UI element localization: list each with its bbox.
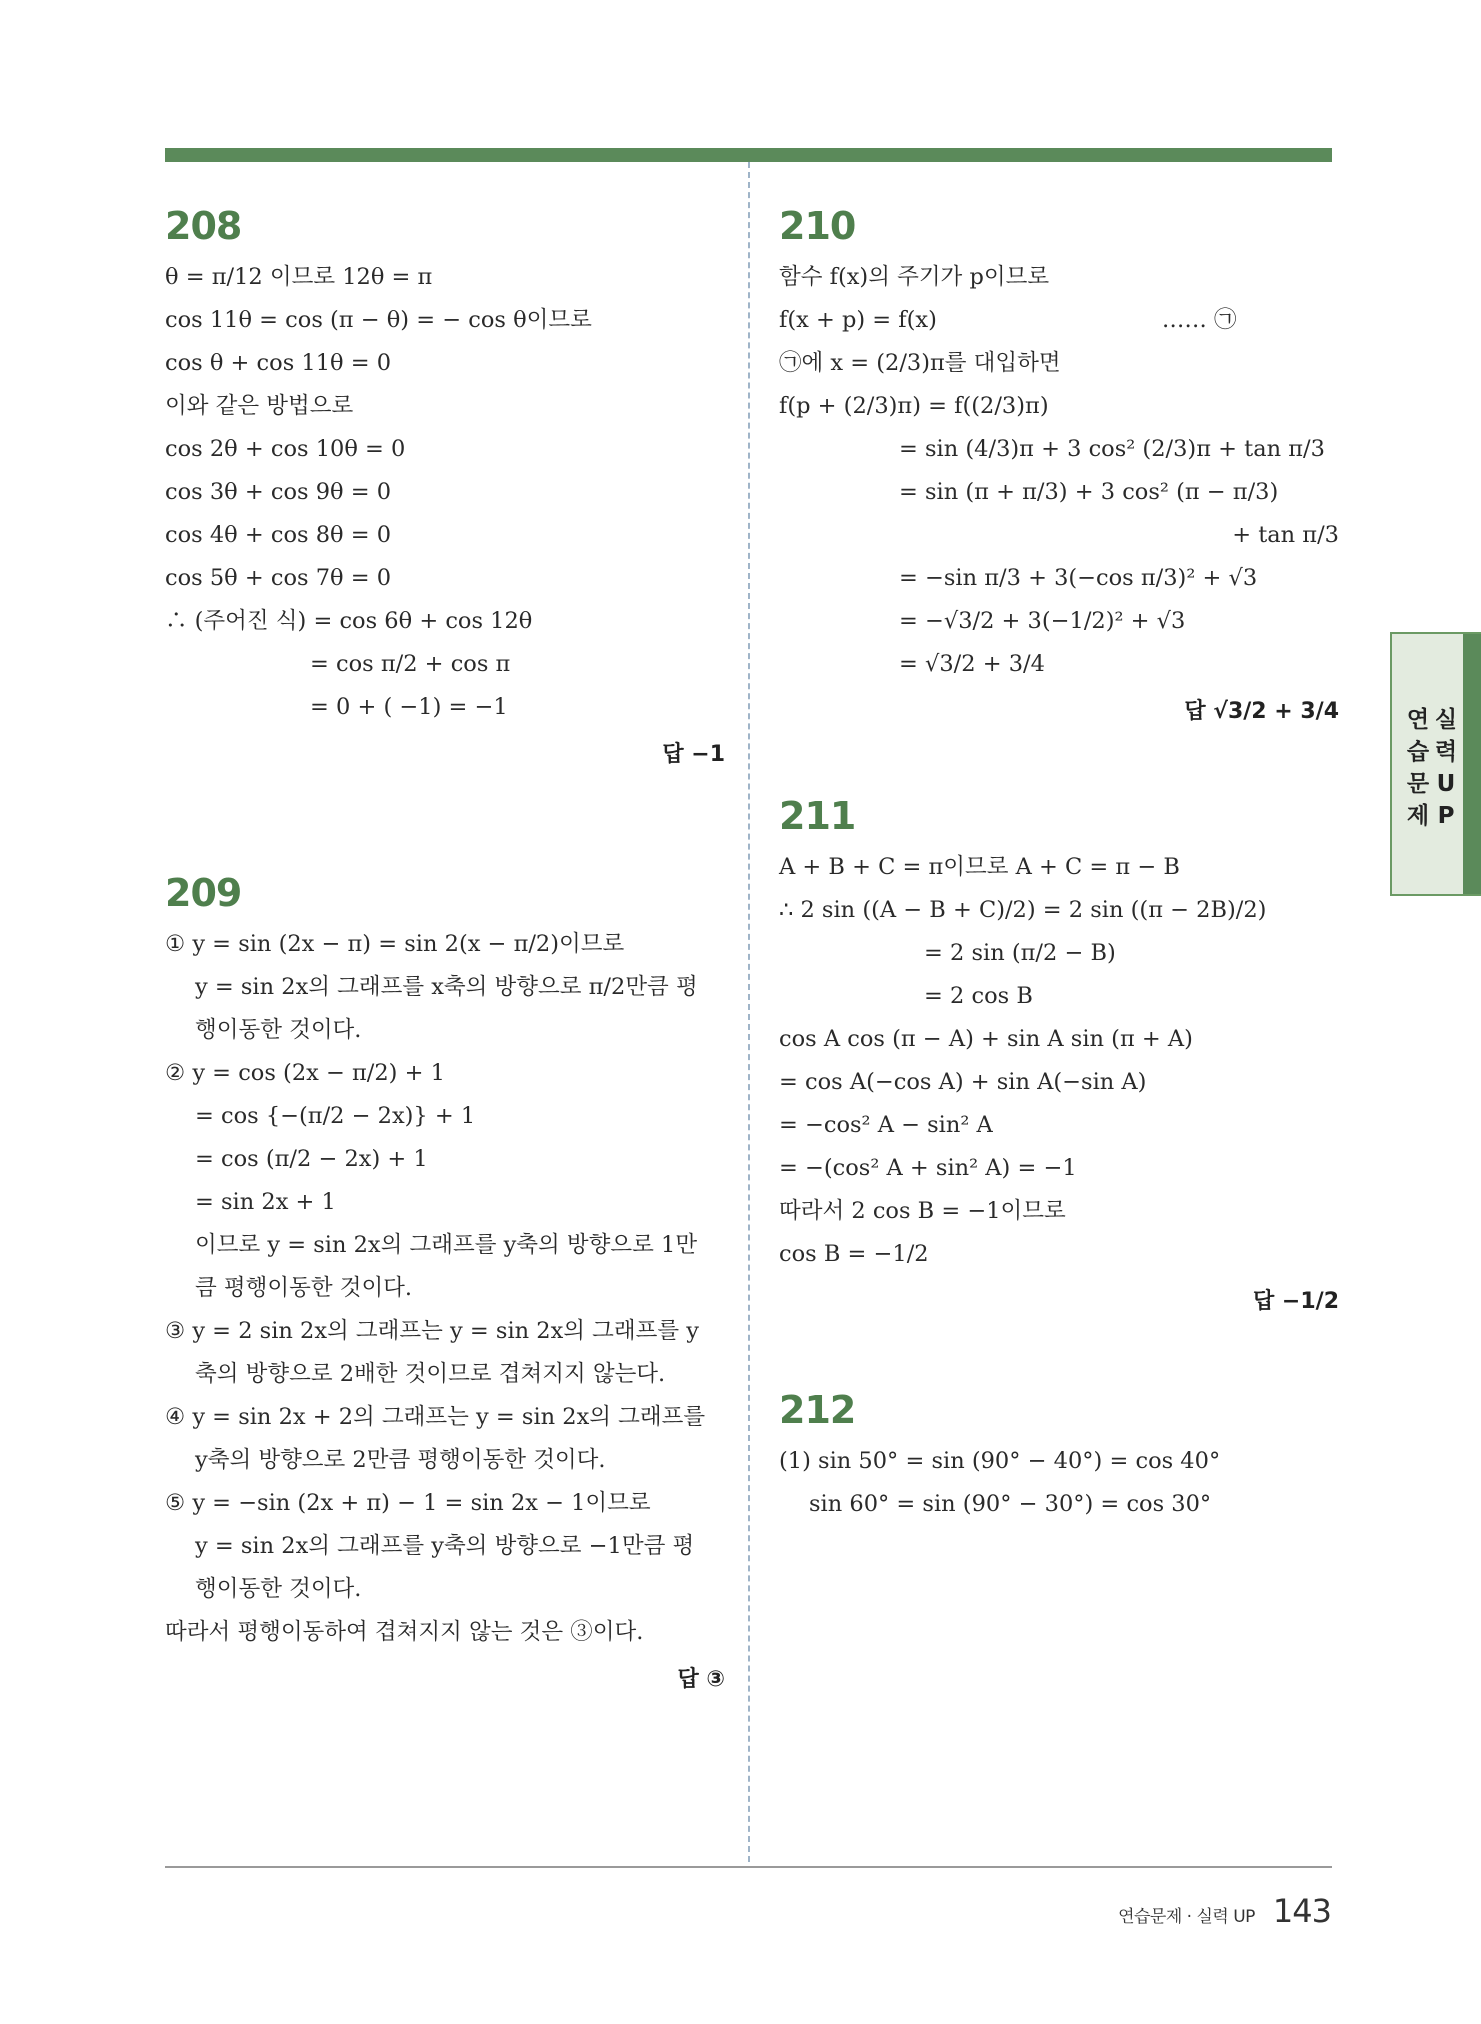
solution-line: = −cos² A − sin² A [779,1112,993,1138]
side-tab-char: 실 [1434,707,1458,733]
solution-line: ① y = sin (2x − π) = sin 2(x − π/2)이므로 [165,931,625,957]
solution-line: = −sin π/3 + 3(−cos π/3)² + √3 [899,565,1258,591]
side-tab-char: P [1437,803,1455,829]
problem-210 [779,200,1339,732]
solution-line: 함수 f(x)의 주기가 p이므로 [779,264,1050,290]
solution-line: = 0 + ( −1) = −1 [310,694,508,720]
solution-line: ∴ 2 sin ((A − B + C)/2) = 2 sin ((π − 2B)/2) [779,897,1267,923]
side-tab-char: 문 [1406,771,1430,797]
solution-line: ∴ (주어진 식) = cos 6θ + cos 12θ [165,608,533,634]
problem-209 [165,867,725,1700]
problem-number: 208 [165,204,242,248]
solution-line: ⑤ y = −sin (2x + π) − 1 = sin 2x − 1이므로 [165,1490,651,1516]
page-number: 143 [1272,1892,1331,1930]
solution-line: f(p + (2/3)π) = f((2/3)π) [779,393,1049,419]
solution-line: cos A cos (π − A) + sin A sin (π + A) [779,1026,1193,1052]
solution-line: 따라서 2 cos B = −1이므로 [779,1198,1066,1224]
solution-line: = −(cos² A + sin² A) = −1 [779,1155,1077,1181]
solution-line: cos 2θ + cos 10θ = 0 [165,436,406,462]
solution-line: ③ y = 2 sin 2x의 그래프는 y = sin 2x의 그래프를 y [165,1318,699,1344]
answer: 답 ③ [677,1667,725,1692]
section-side-tab [1390,632,1481,896]
solution-line: y축의 방향으로 2만큼 평행이동한 것이다. [195,1447,606,1473]
side-tab-char: 제 [1406,803,1430,829]
side-tab-char: 습 [1406,739,1430,765]
solution-line: = 2 cos B [924,983,1033,1009]
solution-line: cos 5θ + cos 7θ = 0 [165,565,392,591]
solution-line: A + B + C = π이므로 A + C = π − B [779,854,1180,880]
side-tab-label [1404,706,1464,830]
answer: 답 −1/2 [1253,1289,1339,1314]
solution-line: 행이동한 것이다. [195,1017,362,1043]
problem-number: 209 [165,871,242,915]
answer: 답 √3/2 + 3/4 [1184,699,1339,724]
solution-line: 축의 방향으로 2배한 것이므로 겹쳐지지 않는다. [195,1361,666,1387]
side-tab-char: 력 [1434,739,1458,765]
solution-line: = 2 sin (π/2 − B) [924,940,1116,966]
problem-208 [165,200,725,775]
column-divider [748,162,750,1862]
solution-line: 따라서 평행이동하여 겹쳐지지 않는 것은 ③이다. [165,1619,644,1645]
solution-line: f(x + p) = f(x) …… ㉠ [779,307,1237,333]
problem-number: 212 [779,1388,856,1432]
problem-211 [779,790,1339,1322]
solution-line: = cos A(−cos A) + sin A(−sin A) [779,1069,1147,1095]
problem-number: 211 [779,794,856,838]
solution-line: 이므로 y = sin 2x의 그래프를 y축의 방향으로 1만 [195,1232,698,1258]
side-tab-char: 연 [1406,707,1430,733]
solution-line: cos B = −1/2 [779,1241,929,1267]
header-rule [165,148,1332,162]
solution-line: = cos π/2 + cos π [310,651,511,677]
problem-212 [779,1384,1339,1526]
side-tab-stripe [1463,634,1481,894]
solution-line: = √3/2 + 3/4 [899,651,1045,677]
solution-line: ② y = cos (2x − π/2) + 1 [165,1060,445,1086]
solution-line: 큼 평행이동한 것이다. [195,1275,413,1301]
solution-line: 이와 같은 방법으로 [165,393,354,419]
page-footer [1118,1892,1331,1930]
solution-line: ④ y = sin 2x + 2의 그래프는 y = sin 2x의 그래프를 [165,1404,706,1430]
answer: 답 −1 [662,742,725,767]
solution-line: y = sin 2x의 그래프를 x축의 방향으로 π/2만큼 평 [195,974,698,1000]
left-column [165,200,725,1700]
solution-line: 행이동한 것이다. [195,1576,362,1602]
solution-line: y = sin 2x의 그래프를 y축의 방향으로 −1만큼 평 [195,1533,695,1559]
solution-line: = cos (π/2 − 2x) + 1 [195,1146,428,1172]
solution-line: cos θ + cos 11θ = 0 [165,350,392,376]
solution-line: = −√3/2 + 3(−1/2)² + √3 [899,608,1186,634]
solution-line: cos 4θ + cos 8θ = 0 [165,522,392,548]
solution-line: sin 60° = sin (90° − 30°) = cos 30° [809,1491,1212,1517]
solution-line: = sin (π + π/3) + 3 cos² (π − π/3) [899,479,1279,505]
solution-line: (1) sin 50° = sin (90° − 40°) = cos 40° [779,1448,1221,1474]
solution-line: ㉠에 x = (2/3)π를 대입하면 [779,350,1061,376]
solution-line: θ = π/12 이므로 12θ = π [165,264,433,290]
footer-section-label: 연습문제 · 실력 UP [1118,1907,1255,1927]
solution-line: + tan π/3 [1232,522,1339,548]
solution-line: = cos {−(π/2 − 2x)} + 1 [195,1103,476,1129]
side-tab-char: U [1436,771,1456,797]
solution-line: cos 3θ + cos 9θ = 0 [165,479,392,505]
solution-line: = sin 2x + 1 [195,1189,336,1215]
footer-rule [165,1866,1332,1868]
solution-line: cos 11θ = cos (π − θ) = − cos θ이므로 [165,307,592,333]
solution-line: = sin (4/3)π + 3 cos² (2/3)π + tan π/3 [899,436,1325,462]
problem-number: 210 [779,204,856,248]
right-column [779,200,1339,1526]
